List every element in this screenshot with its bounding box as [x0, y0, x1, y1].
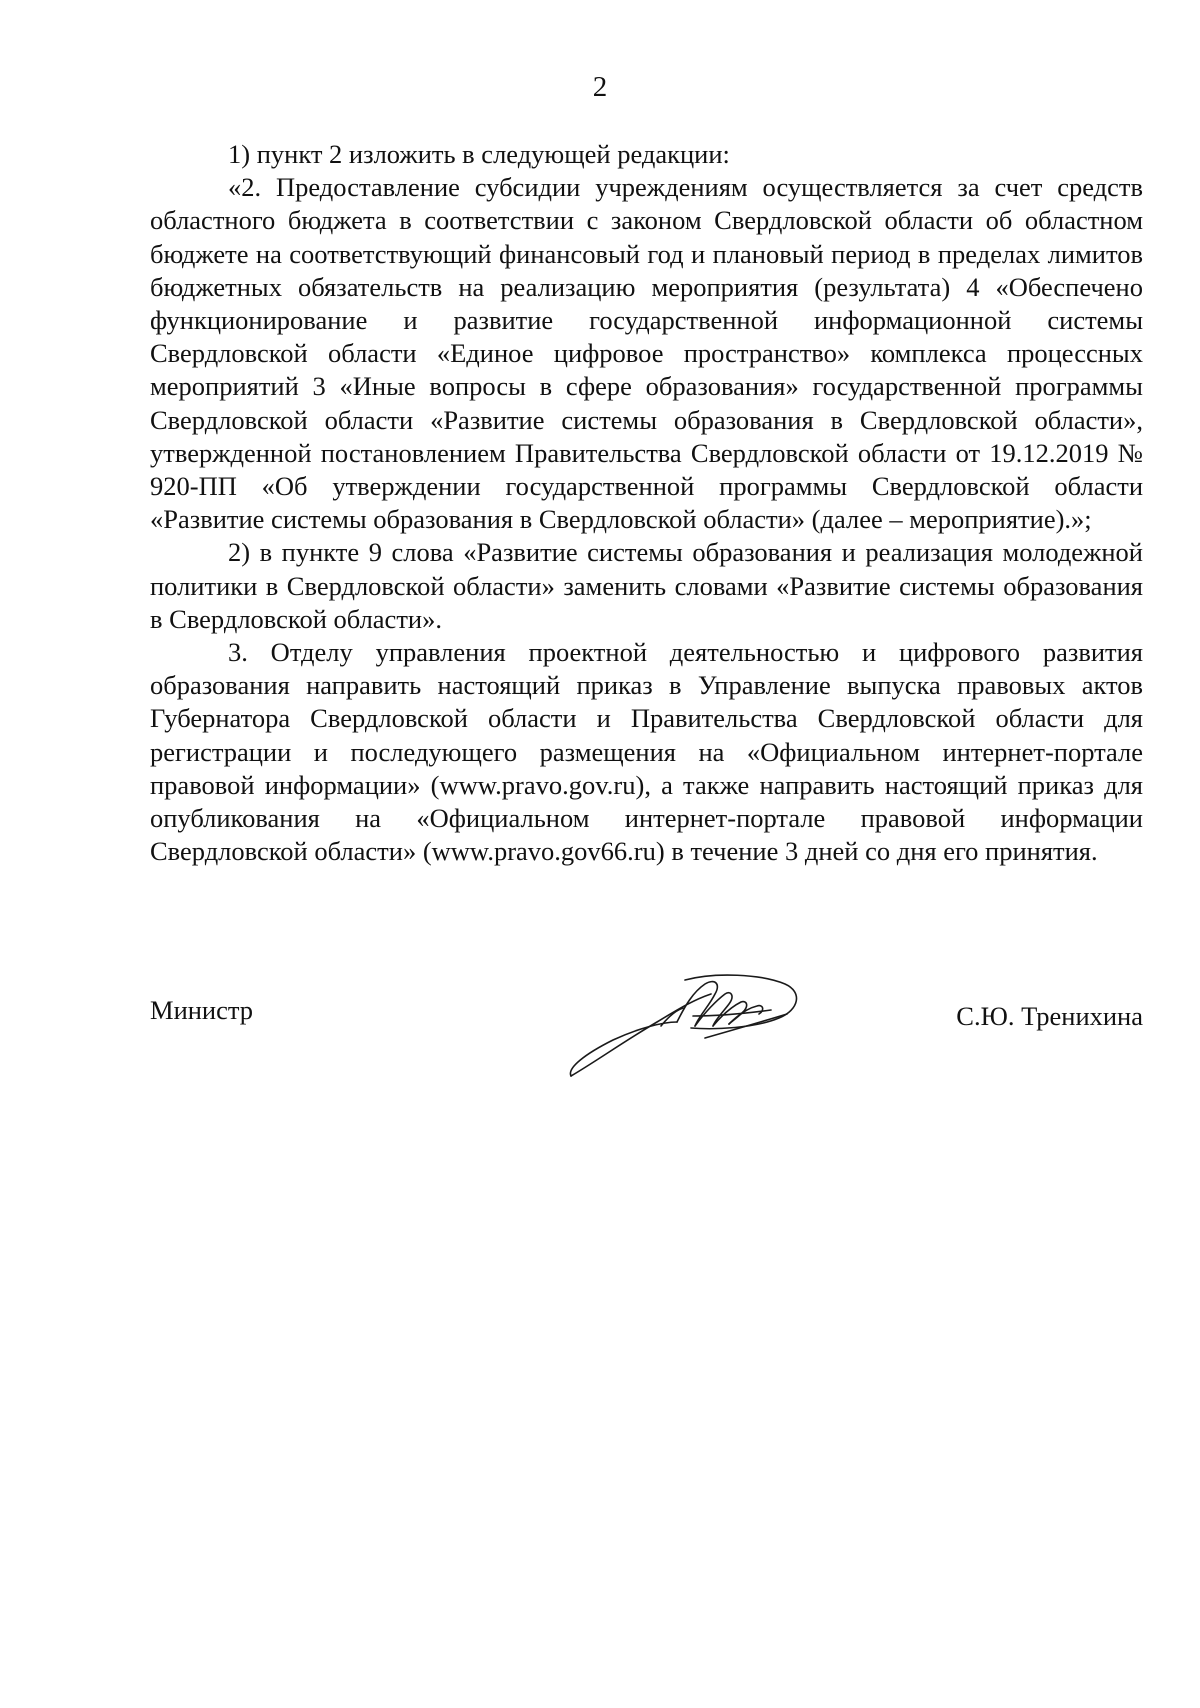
page-number: 2: [592, 71, 608, 103]
signature-block: [150, 970, 1143, 1090]
signatory-title: Министр: [150, 995, 254, 1025]
handwritten-signature-icon: [565, 970, 805, 1082]
document-body: [150, 138, 1143, 868]
paragraph-item-2-amendment: 2) в пункте 9 слова «Развитие системы образования и реализация молодежной политики в Свердловской области» заменить словами «Развитие системы образования в Свердловской области».: [150, 537, 1143, 634]
paragraph-item-2-text: «2. Предоставление субсидии учреждениям осуществляется за счет средств областного бюджета в соответствии с законом Свердловской области об областном бюджете на соответствующий финансовый год и плановый период в пределах лимитов бюджетных обязательств на реализацию мероприятия (результата) 4 «Обеспечено функционирование и развитие государственной информационной системы Свердловской области «Единое цифровое пространство» комплекса процессных мероприятий 3 «Иные вопросы в сфере образования» государственной программы Свердловской области «Развитие системы образования в Свердловской области», утвержденной постановлением Правительства Свердловской области от 19.12.2019 № 920-ПП «Об утверждении государственной программы Свердловской области «Развитие системы образования в Свердловской области» (далее – мероприятие).»;: [150, 172, 1143, 535]
paragraph-item-1: 1) пункт 2 изложить в следующей редакции:: [228, 139, 730, 169]
paragraph-item-3: 3. Отделу управления проектной деятельностью и цифрового развития образования направить настоящий приказ в Управление выпуска правовых актов Губернатора Свердловской области и Правительства Свердловской области для регистрации и последующего размещения на «Официальном интернет-портале правовой информации» (www.pravo.gov.ru), а также направить настоящий приказ для опубликования на «Официальном интернет-портале правовой информации Свердловской области» (www.pravo.gov66.ru) в течение 3 дней со дня его принятия.: [150, 637, 1143, 867]
signatory-name: С.Ю. Тренихина: [956, 1001, 1143, 1031]
